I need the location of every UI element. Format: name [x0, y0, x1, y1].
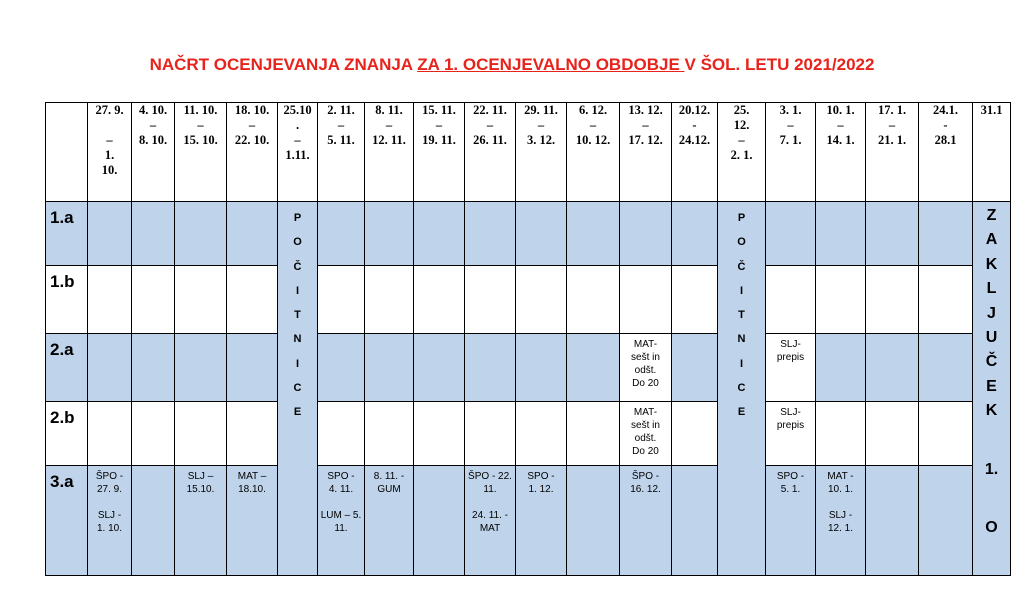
week-header: 24.1. - 28.1	[919, 103, 973, 202]
class-row	[46, 202, 1011, 266]
week-header: 29. 11. – 3. 12.	[516, 103, 567, 202]
closing-letter: 1.	[984, 460, 999, 478]
schedule-cell	[919, 466, 973, 576]
week-header: 15. 11. – 19. 11.	[414, 103, 465, 202]
schedule-cell	[866, 334, 919, 402]
week-header: 2. 11. – 5. 11.	[318, 103, 365, 202]
schedule-cell	[672, 266, 718, 334]
class-label: 2.a	[46, 334, 88, 402]
schedule-cell: SPO - 1. 12.	[516, 466, 567, 576]
schedule-cell	[516, 334, 567, 402]
week-header: 6. 12. – 10. 12.	[567, 103, 620, 202]
closing-letter: L	[986, 280, 997, 298]
class-row	[46, 334, 1011, 402]
week-header: 8. 11. – 12. 11.	[365, 103, 414, 202]
holiday-letter: T	[294, 309, 301, 322]
schedule-cell	[318, 334, 365, 402]
schedule-cell	[414, 466, 465, 576]
schedule-cell	[766, 266, 816, 334]
class-label: 1.b	[46, 266, 88, 334]
schedule-cell	[132, 334, 175, 402]
schedule-cell	[516, 402, 567, 466]
schedule-cell	[816, 334, 866, 402]
schedule-cell	[227, 266, 278, 334]
schedule-cell	[365, 202, 414, 266]
schedule-cell	[227, 402, 278, 466]
schedule-cell: MAT - 10. 1. SLJ - 12. 1.	[816, 466, 866, 576]
class-label: 1.a	[46, 202, 88, 266]
schedule-cell	[465, 202, 516, 266]
schedule-cell	[88, 202, 132, 266]
week-header: 11. 10. – 15. 10.	[175, 103, 227, 202]
holiday-letter: N	[293, 333, 302, 346]
schedule-cell	[672, 334, 718, 402]
week-header: 3. 1. – 7. 1.	[766, 103, 816, 202]
schedule-cell	[567, 202, 620, 266]
schedule-cell	[414, 402, 465, 466]
schedule-cell	[816, 402, 866, 466]
holiday-letter: T	[738, 309, 745, 322]
schedule-cell: ŠPO - 16. 12.	[620, 466, 672, 576]
schedule-cell	[318, 266, 365, 334]
closing-letter: J	[987, 304, 996, 322]
schedule-cell	[88, 266, 132, 334]
schedule-cell	[866, 466, 919, 576]
holiday-letter: I	[295, 284, 300, 297]
schedule-cell	[175, 334, 227, 402]
week-header: 25.10 . – 1.11.	[278, 103, 318, 202]
schedule-cell	[672, 466, 718, 576]
schedule-cell	[672, 202, 718, 266]
schedule-cell	[620, 266, 672, 334]
week-header: 31.1	[973, 103, 1011, 202]
week-header: 4. 10. – 8. 10.	[132, 103, 175, 202]
week-header: 25. 12. – 2. 1.	[718, 103, 766, 202]
week-header: 17. 1. – 21. 1.	[866, 103, 919, 202]
schedule-cell	[567, 466, 620, 576]
class-row	[46, 266, 1011, 334]
week-header: 27. 9. – 1. 10.	[88, 103, 132, 202]
holiday-letter: O	[737, 236, 746, 249]
schedule-cell	[866, 202, 919, 266]
schedule-cell: MAT- sešt in odšt. Do 20	[620, 334, 672, 402]
schedule-cell	[365, 334, 414, 402]
schedule-cell	[919, 334, 973, 402]
schedule-cell: 8. 11. - GUM	[365, 466, 414, 576]
holiday-letter: Č	[737, 260, 746, 273]
holiday-letter: C	[737, 382, 746, 395]
corner-cell	[46, 103, 88, 202]
holiday-letter: E	[737, 406, 746, 419]
schedule-cell	[672, 402, 718, 466]
schedule-cell	[318, 402, 365, 466]
schedule-cell	[465, 266, 516, 334]
closing-letter: Z	[986, 207, 997, 224]
page-title: NAČRT OCENJEVANJA ZNANJA ZA 1. OCENJEVALNO OBDOBJE V ŠOL. LETU 2021/2022	[149, 55, 875, 74]
schedule-cell	[766, 202, 816, 266]
schedule-cell	[414, 202, 465, 266]
holiday-letter: E	[293, 406, 302, 419]
week-header: 13. 12. – 17. 12.	[620, 103, 672, 202]
holiday-column	[278, 202, 318, 576]
schedule-cell	[318, 202, 365, 266]
closing-column	[973, 202, 1011, 576]
holiday-letter: I	[739, 284, 744, 297]
schedule-cell	[465, 334, 516, 402]
header-row	[46, 103, 1011, 202]
schedule-cell	[465, 402, 516, 466]
holiday-letter: O	[293, 236, 302, 249]
closing-letter: Č	[985, 353, 998, 371]
closing-letter: K	[985, 255, 998, 273]
holiday-letter: P	[293, 212, 302, 224]
holiday-letter: I	[739, 357, 744, 370]
schedule-cell	[88, 402, 132, 466]
assessment-schedule-table	[45, 102, 1011, 576]
schedule-cell	[620, 202, 672, 266]
schedule-cell	[88, 334, 132, 402]
schedule-cell	[816, 202, 866, 266]
schedule-cell	[132, 202, 175, 266]
schedule-cell: ŠPO - 27. 9. SLJ - 1. 10.	[88, 466, 132, 576]
schedule-cell	[365, 266, 414, 334]
closing-letter: K	[985, 402, 998, 420]
holiday-letter: N	[737, 333, 746, 346]
schedule-cell	[414, 266, 465, 334]
schedule-cell	[866, 402, 919, 466]
week-header: 10. 1. – 14. 1.	[816, 103, 866, 202]
holiday-column	[718, 202, 766, 576]
schedule-cell	[175, 202, 227, 266]
class-row	[46, 402, 1011, 466]
schedule-cell	[175, 402, 227, 466]
holiday-letter: C	[293, 382, 302, 395]
schedule-cell	[919, 202, 973, 266]
schedule-cell	[132, 266, 175, 334]
schedule-cell: SPO - 5. 1.	[766, 466, 816, 576]
schedule-cell	[227, 334, 278, 402]
schedule-cell: SPO - 4. 11. LUM – 5. 11.	[318, 466, 365, 576]
holiday-letter: Č	[293, 260, 302, 273]
schedule-cell: MAT- sešt in odšt. Do 20	[620, 402, 672, 466]
schedule-cell: MAT – 18.10.	[227, 466, 278, 576]
schedule-cell	[132, 402, 175, 466]
closing-letter	[973, 482, 1010, 516]
schedule-cell	[227, 202, 278, 266]
closing-letter	[973, 424, 1010, 458]
class-label: 2.b	[46, 402, 88, 466]
schedule-cell	[567, 334, 620, 402]
schedule-cell	[816, 266, 866, 334]
schedule-cell	[132, 466, 175, 576]
schedule-cell	[567, 402, 620, 466]
class-label: 3.a	[46, 466, 88, 576]
schedule-cell	[414, 334, 465, 402]
closing-letter: A	[985, 231, 998, 249]
schedule-cell: SLJ- prepis	[766, 334, 816, 402]
holiday-letter: P	[737, 212, 746, 224]
schedule-cell	[919, 266, 973, 334]
week-header: 18. 10. – 22. 10.	[227, 103, 278, 202]
closing-letter: U	[985, 328, 998, 346]
week-header: 22. 11. – 26. 11.	[465, 103, 516, 202]
holiday-letter: I	[295, 357, 300, 370]
schedule-cell	[175, 266, 227, 334]
schedule-cell	[516, 266, 567, 334]
closing-letter: E	[986, 377, 997, 395]
schedule-cell	[866, 266, 919, 334]
schedule-cell	[919, 402, 973, 466]
closing-letter: O	[985, 518, 998, 536]
schedule-cell	[567, 266, 620, 334]
class-row	[46, 466, 1011, 576]
schedule-cell	[365, 402, 414, 466]
schedule-cell: SLJ- prepis	[766, 402, 816, 466]
schedule-cell: SLJ – 15.10.	[175, 466, 227, 576]
schedule-cell	[516, 202, 567, 266]
schedule-cell: ŠPO - 22. 11. 24. 11. - MAT	[465, 466, 516, 576]
title-underlined: ZA 1. OCENJEVALNO OBDOBJE	[417, 55, 685, 74]
week-header: 20.12. - 24.12.	[672, 103, 718, 202]
